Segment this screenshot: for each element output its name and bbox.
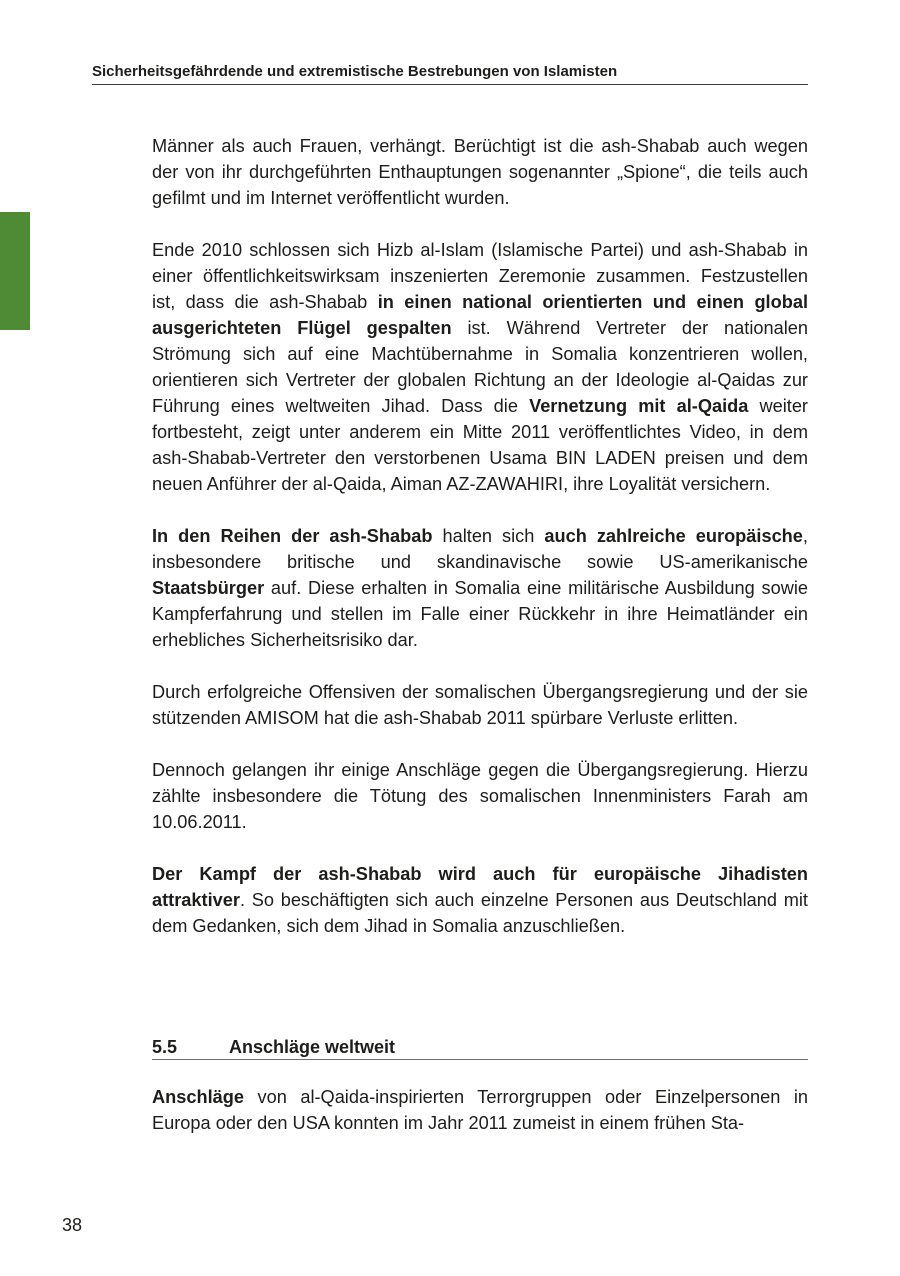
text-segment: Ende 2010 schlossen sich Hizb al-Islam (Islamische Partei) und ash-Shabab in einer öffentlichkeitswirksam inszenierten Zeremonie zusammen. Festzustellen ist, dass die ash-Shabab [152, 240, 808, 312]
bold-text-segment: Der Kampf der ash-Shabab wird auch für europäische Jihadisten attraktiver [152, 864, 808, 910]
text-segment: auf. Diese erhalten in Somalia eine militärische Ausbildung sowie Kampferfahrung und stellen im Falle einer Rückkehr in ihre Heimatländer ein erhebliches Sicherheitsrisiko dar. [152, 578, 808, 650]
text-segment: Männer als auch Frauen, verhängt. Berüchtigt ist die ash-Shabab auch wegen der von ihr durchgeführten Enthauptungen sogenannter „Spione“, die teils auch gefilmt und im Internet veröffentlicht wurden. [152, 136, 808, 208]
text-segment: , insbesondere britische und skandinavische sowie US-amerikanische [152, 526, 808, 572]
paragraph [152, 133, 808, 211]
paragraph [152, 523, 808, 653]
paragraph [152, 679, 808, 731]
page-number: 38 [62, 1215, 83, 1235]
running-header: Sicherheitsgefährdende und extremistische Bestrebungen von Islamisten [92, 62, 808, 85]
paragraph [152, 861, 808, 939]
bold-text-segment: Anschläge [152, 1087, 244, 1107]
text-segment: ist. Während Vertreter der nationalen Strömung sich auf eine Machtübernahme in Somalia konzentrieren wollen, orientieren sich Vertreter der globalen Richtung an der Ideologie al-Qaidas zur Führung eines weltweiten Jihad. Dass die [152, 318, 809, 416]
paragraph [152, 757, 808, 835]
bold-text-segment: In den Reihen der ash-Shabab [152, 526, 433, 546]
text-segment: . So beschäftigten sich auch einzelne Personen aus Deutschland mit dem Gedanken, sich dem Jihad in Somalia anzuschließen. [152, 890, 808, 936]
bold-text-segment: auch zahlreiche europäische [544, 526, 803, 546]
text-segment: weiter fortbesteht, zeigt unter anderem ein Mitte 2011 veröffentlichtes Video, in dem ash-Shabab-Vertreter den verstorbenen Usama BIN LADEN preisen und dem neuen Anführer der al-Qaida, Aiman AZ-ZAWAHIRI, ihre Loyalität versichern. [152, 396, 808, 494]
paragraph [152, 237, 808, 497]
section-number: 5.5 [152, 1037, 178, 1057]
bold-text-segment: in einen national orientierten und einen global ausgerichteten Flügel gespalten [152, 292, 808, 338]
section-heading [152, 1035, 808, 1060]
text-segment: Dennoch gelangen ihr einige Anschläge gegen die Übergangsregierung. Hierzu zählte insbesondere die Tötung des somalischen Innenministers Farah am 10.06.2011. [152, 760, 808, 832]
chapter-marker-tab [0, 212, 30, 330]
body-text [152, 133, 808, 939]
bold-text-segment: Staatsbürger [152, 578, 265, 598]
bold-text-segment: Vernetzung mit al-Qaida [529, 396, 749, 416]
section-title: Anschläge weltweit [229, 1037, 396, 1057]
text-segment: Durch erfolgreiche Offensiven der somalischen Übergangsregierung und der sie stützenden AMISOM hat die ash-Shabab 2011 spürbare Verluste erlitten. [152, 682, 808, 728]
section-paragraph [152, 1084, 808, 1136]
text-segment: halten sich [432, 526, 545, 546]
text-segment: von al-Qaida-inspirierten Terrorgruppen oder Einzelpersonen in Europa oder den USA konnten im Jahr 2011 zumeist in einem frühen Sta- [152, 1087, 808, 1133]
